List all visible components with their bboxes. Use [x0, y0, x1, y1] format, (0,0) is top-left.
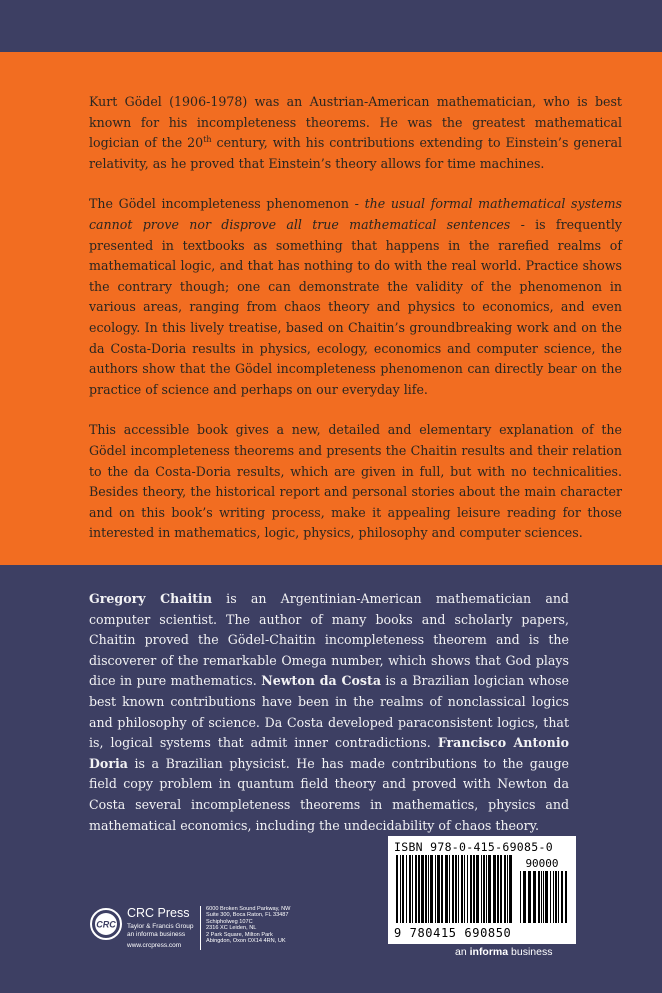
- barcode-bar: [449, 855, 450, 923]
- barcode-bar: [461, 855, 463, 923]
- blurb-paragraph-2: The Gödel incompleteness phenomenon - the usual formal mathematical systems cannot prove nor disprove all true mathematical sentences - is frequently presented in textbooks as something that happens in the rarefied realms of mathematical logic, and that has nothing to do with the real world. Practice shows the contrary though; one can demonstrate the validity of the phenomenon in various areas, ranging from chaos theory and physics to economics, and even ecology. In this lively treatise, based on Chaitin’s groundbreaking work and on the da Costa-Doria results in physics, ecology, economics and computer science, the authors show that the Gödel incompleteness phenomenon can directly bear on the practice of science and perhaps on our everyday life.: [89, 196, 623, 397]
- isbn-text: ISBN 978-0-415-69085-0: [394, 840, 553, 854]
- barcode-bar: [467, 855, 468, 923]
- barcode-addon-bar: [553, 871, 554, 923]
- barcode-bar: [409, 855, 411, 923]
- barcode-bar: [507, 855, 508, 923]
- barcode-bar: [476, 855, 479, 923]
- barcode-bar: [486, 855, 487, 923]
- barcode-bar: [428, 855, 429, 923]
- publisher-group: Taylor & Francis Group: [127, 923, 194, 930]
- barcode-addon-bar: [565, 871, 567, 923]
- barcode-addon-bar: [533, 871, 536, 923]
- barcode-bar: [441, 855, 443, 923]
- barcode-bar: [415, 855, 417, 923]
- publisher-name: CRC Press: [127, 906, 190, 920]
- barcode-addon-bar: [561, 871, 563, 923]
- crc-press-logo-icon: [90, 908, 122, 940]
- barcode-addon-bar: [545, 871, 548, 923]
- author-name-da-costa: Newton da Costa: [261, 673, 381, 689]
- barcode-bar: [435, 855, 436, 923]
- barcode-addon-bar: [541, 871, 542, 923]
- barcode-bar: [452, 855, 454, 923]
- barcode-bar: [493, 855, 496, 923]
- barcode-addon-bar: [543, 871, 544, 923]
- barcode-bar: [497, 855, 499, 923]
- barcode-bar: [400, 855, 401, 923]
- crc-logo-letters: CRC: [96, 919, 116, 930]
- price-code: 90000: [525, 857, 559, 870]
- barcode-bar: [458, 855, 459, 923]
- barcode-bar: [470, 855, 472, 923]
- barcode-bar: [509, 855, 512, 923]
- barcode-addon-bar: [523, 871, 526, 923]
- barcode-bar: [500, 855, 502, 923]
- barcode-bars-icon: [394, 855, 570, 925]
- barcode-bar: [483, 855, 485, 923]
- barcode-bar: [418, 855, 420, 923]
- barcode-bar: [396, 855, 398, 923]
- barcode-addon-bar: [538, 871, 540, 923]
- barcode-bar: [455, 855, 457, 923]
- barcode-bar: [406, 855, 407, 923]
- blurb-paragraph-3: This accessible book gives a new, detailed and elementary explanation of the Gödel incompleteness theorems and presents the Chaitin results and their relation to the da Costa-Doria results, which are given in full, but with no technicalities. Besides theory, the historical report and personal stories about the main character and on this book’s writing process, make it appealing leisure reading for those interested in mathematics, logic, physics, philosophy and computer sciences.: [89, 422, 622, 541]
- barcode-bar: [430, 855, 433, 923]
- informa-tagline: an informa business: [455, 946, 553, 958]
- barcode-bar: [488, 855, 491, 923]
- isbn-barcode: [388, 836, 576, 944]
- author-bio: Gregory Chaitin is an Argentinian-American mathematician and computer scientist. The author of many books and scholarly papers, Chaitin proved the Gödel-Chaitin incompleteness theorem and is the discoverer of the remarkable Omega number, which shows that God plays dice in pure mathematics. Newton da Costa is a Brazilian logician whose best known contributions have been in the realms of nonclassical logics and philosophy of science. Da Costa developed paraconsistent logics, that is, logical systems that admit inner contradictions. Francisco Antonio Doria is a Brazilian physicist. He has made contributions to the gauge field copy problem in quantum field theory and proved with Newton da Costa several incompleteness theorems in mathematics, physics and mathematical economics, including the undecidability of chaos theory.: [89, 591, 569, 833]
- barcode-addon-bar: [555, 871, 557, 923]
- barcode-bar: [464, 855, 465, 923]
- barcode-addon-bar: [520, 871, 521, 923]
- barcode-bar: [481, 855, 482, 923]
- author-name-doria: Francisco Antonio Doria: [89, 735, 569, 771]
- barcode-bar: [425, 855, 427, 923]
- publisher-website[interactable]: www.crcpress.com: [127, 942, 182, 949]
- blurb-paragraph-1: Kurt Gödel (1906-1978) was an Austrian-American mathematician, who is best known for his incompleteness theorems. He was the greatest mathematical logician of the 20th century, with his contributions extending to Einstein’s general relativity, as he proved that Einstein’s theory allows for time machines.: [89, 94, 622, 171]
- publisher-divider: [200, 906, 201, 950]
- barcode-bar: [437, 855, 440, 923]
- barcode-addon-bar: [550, 871, 551, 923]
- barcode-bar: [421, 855, 424, 923]
- publisher-group-sub: an informa business: [127, 931, 186, 938]
- barcode-bar: [445, 855, 448, 923]
- barcode-digits: 9 780415 690850: [394, 926, 512, 940]
- blurb-panel: [0, 52, 662, 565]
- author-name-chaitin: Gregory Chaitin: [89, 591, 212, 606]
- barcode-addon-bar: [558, 871, 559, 923]
- barcode-addon-bar: [528, 871, 531, 923]
- barcode-bar: [412, 855, 413, 923]
- publisher-address: 6000 Broken Sound Parkway, NW Suite 300, Boca Raton, FL 33487 Schipholweg 107C 2316 XC Leiden, NL 2 Park Square, Milton Park Abingdon, Oxon OX14 4RN, UK: [206, 906, 291, 945]
- top-band: [0, 0, 662, 52]
- barcode-bar: [473, 855, 475, 923]
- author-section: [0, 565, 662, 993]
- barcode-bar: [504, 855, 506, 923]
- barcode-bar: [402, 855, 404, 923]
